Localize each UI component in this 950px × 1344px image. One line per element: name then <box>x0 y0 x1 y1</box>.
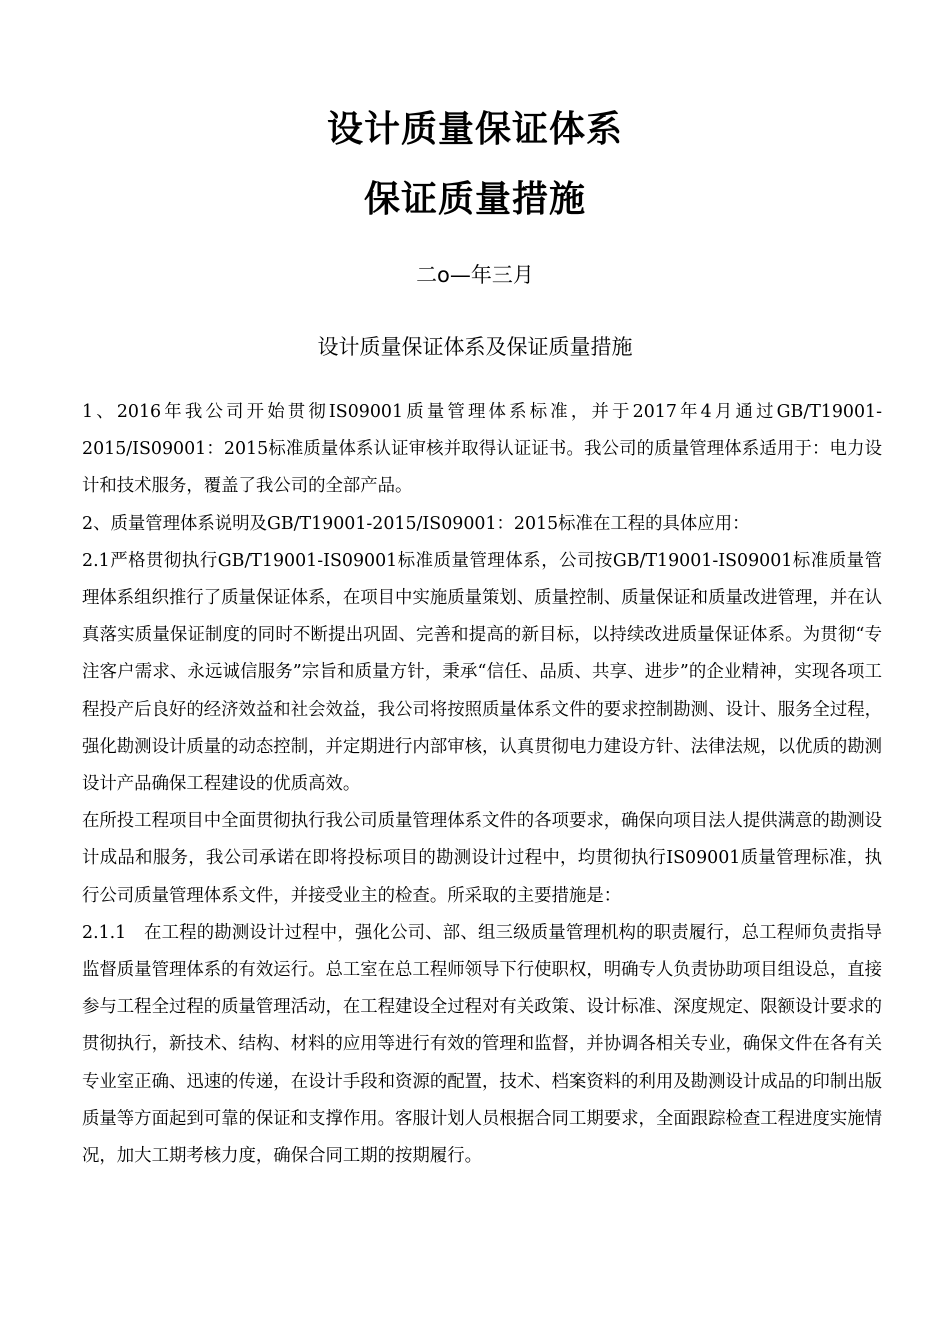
document-title-line2: 保证质量措施 <box>363 179 586 220</box>
paragraph-1: 1、2016年我公司开始贯彻IS09001质量管理体系标准，并于2017年4月通过GB/T19001-2015/IS09001：2015标准质量体系认证审核并取得认证证书。我公司的质量管理体系适用于：电力设计和技术服务，覆盖了我公司的全部产品。 <box>82 402 882 497</box>
paragraph-5: 2.1.1 在工程的勘测设计过程中，强化公司、部、组三级质量管理机构的职责履行，总工程师负责指导监督质量管理体系的有效运行。总工室在总工程师领导下行使职权，明确专人负责协助项目组设总，直接参与工程全过程的质量管理活动，在工程建设全过程对有关政策、设计标准、深度规定、限额设计要求的贯彻执行，新技术、结构、材料的应用等进行有效的管理和监督，并协调各相关专业，确保文件在各有关专业室正确、迅速的传递，在设计手段和资源的配置，技术、档案资料的利用及勘测设计成品的印制出版质量等方面起到可靠的保证和支撑作用。客服计划人员根据合同工期要求，全面跟踪检查工程进度实施情况，加大工期考核力度，确保合同工期的按期履行。 <box>82 922 882 1167</box>
paragraph-4: 在所投工程项目中全面贯彻执行我公司质量管理体系文件的各项要求，确保向项目法人提供满意的勘测设计成品和服务，我公司承诺在即将投标项目的勘测设计过程中，均贯彻执行IS09001质量管理标准，执行公司质量管理体系文件，并接受业主的检查。所采取的主要措施是： <box>82 811 882 906</box>
paragraph-3: 2.1严格贯彻执行GB/T19001-IS09001标准质量管理体系，公司按GB/T19001-IS09001标准质量管理体系组织推行了质量保证体系，在项目中实施质量策划、质量控制、质量保证和质量改进管理，并在认真落实质量保证制度的同时不断提出巩固、完善和提高的新目标，以持续改进质量保证体系。为贯彻“专注客户需求、永远诚信服务”宗旨和质量方针，秉承“信任、品质、共享、进步”的企业精神，实现各项工程投产后良好的经济效益和社会效益，我公司将按照质量体系文件的要求控制勘测、设计、服务全过程，强化勘测设计质量的动态控制，并定期进行内部审核，认真贯彻电力建设方针、法律法规，以优质的勘测设计产品确保工程建设的优质高效。 <box>82 550 882 795</box>
document-date: 二o—年三月 <box>416 263 534 287</box>
document-body <box>82 394 882 1175</box>
document-title-line1: 设计质量保证体系 <box>326 109 623 150</box>
paragraph-2: 2、质量管理体系说明及GB/T19001-2015/IS09001：2015标准在工程的具体应用： <box>82 513 750 534</box>
document-subtitle: 设计质量保证体系及保证质量措施 <box>317 335 633 359</box>
